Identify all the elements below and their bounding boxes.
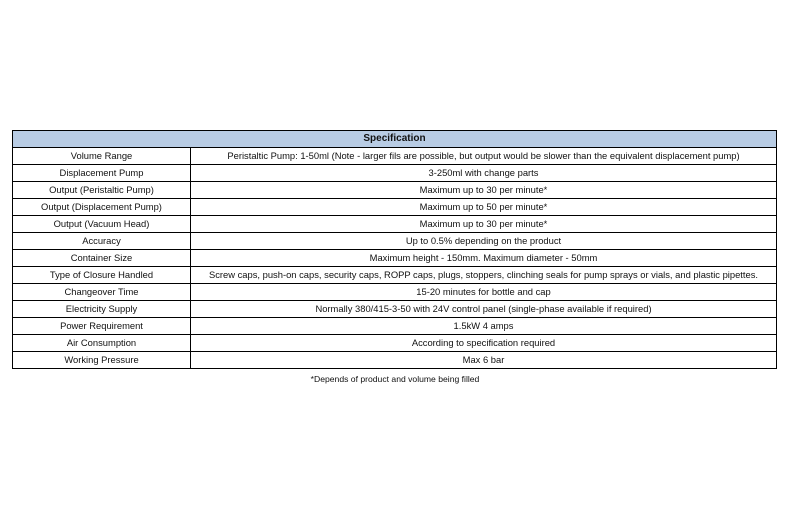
table-row bbox=[13, 352, 777, 369]
row-label: Type of Closure Handled bbox=[13, 267, 191, 284]
row-label: Container Size bbox=[13, 250, 191, 267]
row-label: Changeover Time bbox=[13, 284, 191, 301]
row-label: Power Requirement bbox=[13, 318, 191, 335]
table-row bbox=[13, 199, 777, 216]
row-value: Normally 380/415-3-50 with 24V control panel (single-phase available if required) bbox=[191, 301, 777, 318]
row-label: Accuracy bbox=[13, 233, 191, 250]
table-row bbox=[13, 301, 777, 318]
row-value: 15-20 minutes for bottle and cap bbox=[191, 284, 777, 301]
table-row bbox=[13, 318, 777, 335]
row-value: Up to 0.5% depending on the product bbox=[191, 233, 777, 250]
specification-table bbox=[12, 130, 777, 369]
row-label: Air Consumption bbox=[13, 335, 191, 352]
table-row bbox=[13, 165, 777, 182]
row-value: According to specification required bbox=[191, 335, 777, 352]
table-row bbox=[13, 250, 777, 267]
row-value: Max 6 bar bbox=[191, 352, 777, 369]
table-row bbox=[13, 233, 777, 250]
row-label: Displacement Pump bbox=[13, 165, 191, 182]
table-row bbox=[13, 284, 777, 301]
table-row bbox=[13, 216, 777, 233]
table-row bbox=[13, 335, 777, 352]
footnote: *Depends of product and volume being filled bbox=[310, 374, 480, 384]
row-label: Volume Range bbox=[13, 148, 191, 165]
row-value: 3-250ml with change parts bbox=[191, 165, 777, 182]
table-header-row bbox=[13, 131, 777, 148]
row-label: Output (Vacuum Head) bbox=[13, 216, 191, 233]
row-value: Maximum height - 150mm. Maximum diameter - 50mm bbox=[191, 250, 777, 267]
row-value: Maximum up to 30 per minute* bbox=[191, 182, 777, 199]
table-row bbox=[13, 148, 777, 165]
row-value: Screw caps, push-on caps, security caps, ROPP caps, plugs, stoppers, clinching seals for pump sprays or vials, and plastic pipettes. bbox=[191, 267, 777, 284]
table-row bbox=[13, 267, 777, 284]
row-label: Output (Displacement Pump) bbox=[13, 199, 191, 216]
row-value: 1.5kW 4 amps bbox=[191, 318, 777, 335]
row-label: Electricity Supply bbox=[13, 301, 191, 318]
table-title: Specification bbox=[13, 131, 777, 148]
row-label: Output (Peristaltic Pump) bbox=[13, 182, 191, 199]
row-value: Maximum up to 50 per minute* bbox=[191, 199, 777, 216]
row-label: Working Pressure bbox=[13, 352, 191, 369]
row-value: Maximum up to 30 per minute* bbox=[191, 216, 777, 233]
row-value: Peristaltic Pump: 1-50ml (Note - larger fils are possible, but output would be slower than the equivalent displacement pump) bbox=[191, 148, 777, 165]
table-row bbox=[13, 182, 777, 199]
